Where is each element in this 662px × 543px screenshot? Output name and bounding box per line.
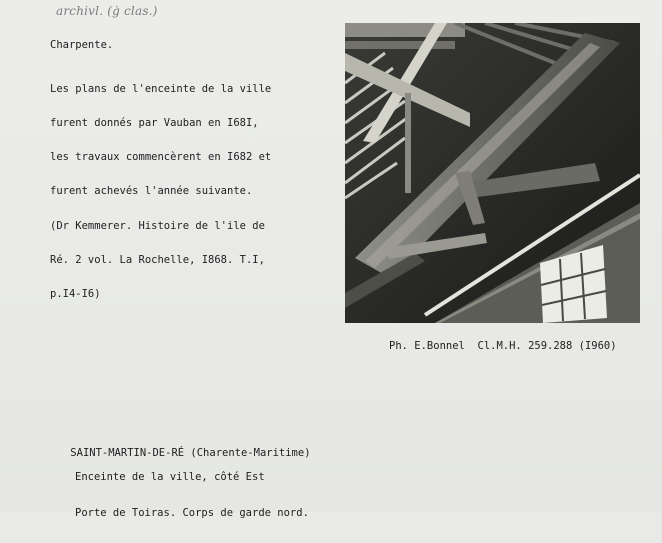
notes-line: Ré. 2 vol. La Rochelle, I868. T.I, (50, 253, 265, 266)
card-heading: Charpente. (50, 39, 114, 51)
notes-line: les travaux commencèrent en I682 et (50, 151, 272, 164)
handwritten-annotation: archivl. (ġ clas.) (56, 4, 158, 18)
location-detail: Porte de Toiras. Corps de garde nord. (75, 507, 309, 519)
location-caption (45, 435, 311, 543)
notes-line: (Dr Kemmerer. Histoire de l'ile de (50, 219, 265, 232)
location-site: Enceinte de la ville, côté Est (75, 471, 265, 483)
photo-credit: Ph. E.Bonnel Cl.M.H. 259.288 (I960) (389, 340, 617, 352)
location-town: SAINT-MARTIN-DE-RÉ (Charente-Maritime) (70, 447, 311, 459)
notes-line: furent achevés l'année suivante. (50, 185, 253, 198)
notes-line: furent donnés par Vauban en I68I, (50, 117, 259, 130)
notes-line: p.I4-I6) (50, 288, 101, 301)
historical-notes (50, 61, 271, 323)
roof-framework-photo (345, 23, 640, 323)
notes-line: Les plans de l'enceinte de la ville (50, 82, 272, 95)
